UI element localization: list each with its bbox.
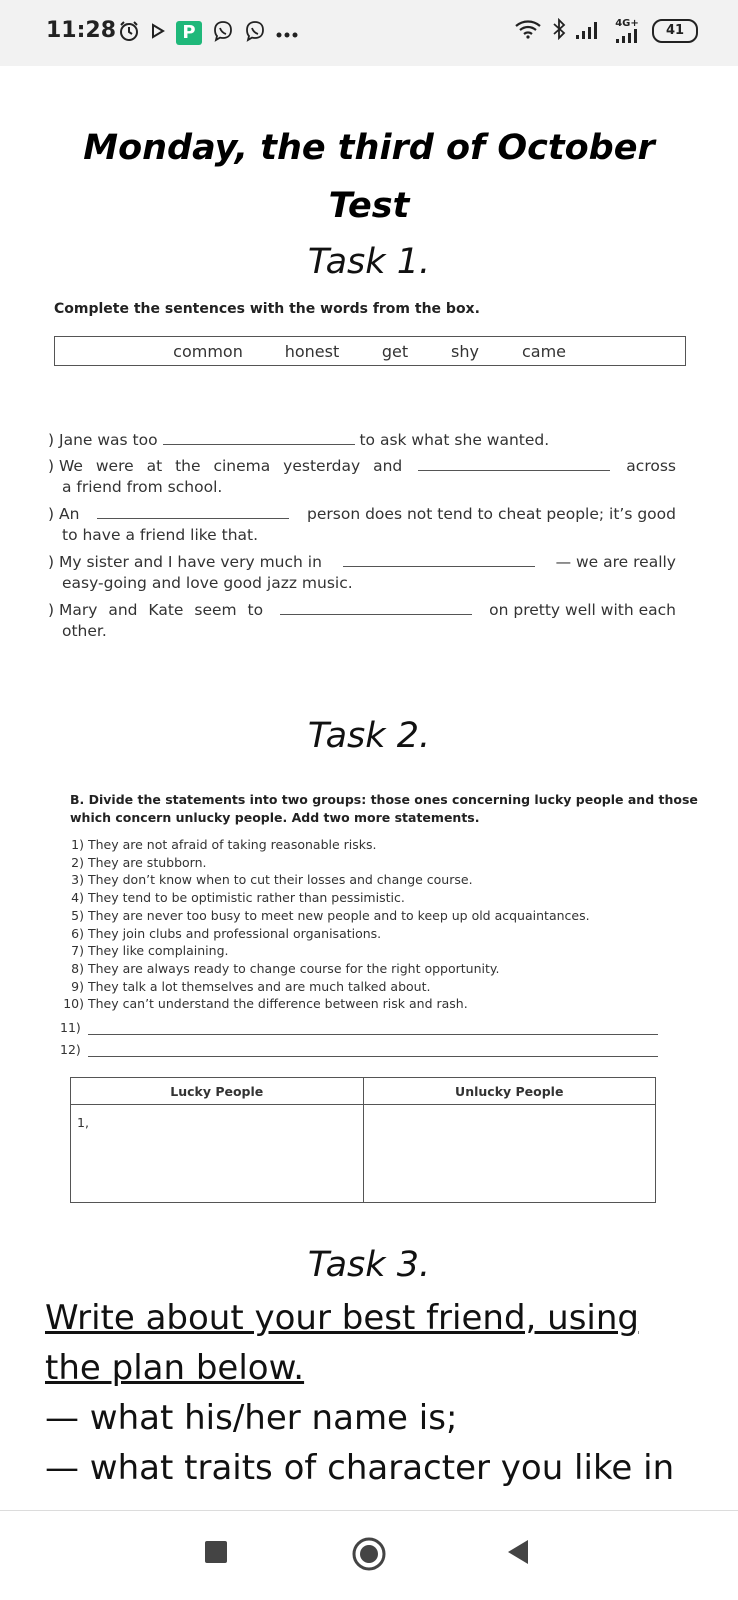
lucky-people-header: Lucky People — [71, 1078, 364, 1105]
lucky-people-cell[interactable]: 1, — [71, 1105, 364, 1203]
sentence-before: My sister and I have very much in — [59, 553, 322, 571]
task3-prompt-line2: the plan below. — [45, 1348, 305, 1388]
answer-blank[interactable] — [418, 456, 610, 471]
answer-blank-line[interactable] — [88, 1034, 658, 1035]
back-triangle-icon — [506, 1539, 530, 1565]
square-icon — [205, 1541, 227, 1563]
status-bar — [0, 0, 738, 66]
sentence-continuation: a friend from school. — [62, 478, 223, 496]
task1-heading: Task 1. — [307, 242, 431, 282]
sentence-before: Jane was too — [59, 431, 158, 449]
clock: 11:28 — [46, 18, 117, 43]
network-type-label: 4G+ — [615, 18, 639, 29]
answer-blank[interactable] — [343, 552, 535, 567]
sentence-after: to ask what she wanted. — [359, 431, 550, 449]
task1-instruction: Complete the sentences with the words from the box. — [54, 301, 480, 317]
sentence-after: on pretty well with each — [489, 601, 676, 619]
signal-4g-icon — [612, 19, 642, 43]
word-box-item: came — [521, 341, 567, 361]
answer-blank[interactable] — [97, 504, 289, 519]
sentence-continuation: easy-going and love good jazz music. — [62, 574, 353, 592]
task3-prompt-line1: Write about your best friend, using — [45, 1298, 639, 1338]
task3-heading: Task 3. — [307, 1245, 431, 1285]
plan-item: — what his/her name is; — [45, 1398, 458, 1438]
recents-button[interactable] — [205, 1541, 227, 1567]
list-item: 4) They tend to be optimistic rather than pessimistic. — [71, 890, 405, 906]
list-item: 6) They join clubs and professional organisations. — [71, 925, 382, 941]
sentence-item — [48, 430, 676, 451]
answer-blank[interactable] — [163, 430, 355, 445]
sentence-after: person does not tend to cheat people; it’s good — [307, 505, 676, 523]
sentence-item — [48, 552, 676, 594]
list-item: 9) They talk a lot themselves and are much talked about. — [71, 978, 431, 994]
bluetooth-icon — [552, 18, 566, 44]
signal-icon — [576, 19, 602, 43]
sentence-before: An — [59, 505, 80, 523]
list-item: 8) They are always ready to change course for the right opportunity. — [71, 960, 500, 976]
sentence-continuation: to have a friend like that. — [62, 526, 259, 544]
blank-item-number: 12) — [60, 1042, 81, 1057]
plan-item: — what traits of character you like in — [45, 1448, 675, 1488]
sentence-item — [48, 600, 676, 642]
sentence-marker: ) — [48, 601, 55, 619]
app-p-icon: P — [176, 21, 202, 45]
sentence-item — [48, 504, 676, 546]
task2-instruction-line1: B. Divide the statements into two groups: those ones concerning lucky people and those — [70, 792, 698, 807]
answer-blank[interactable] — [280, 600, 472, 615]
back-button[interactable] — [506, 1539, 530, 1569]
system-icons — [514, 18, 698, 44]
sentence-marker: ) — [48, 431, 55, 449]
task2-heading: Task 2. — [307, 716, 431, 756]
wifi-icon — [514, 19, 542, 43]
word-box-item: shy — [451, 341, 479, 361]
circle-icon — [352, 1537, 386, 1571]
battery-icon: 41 — [652, 19, 698, 43]
viber-icon — [244, 20, 266, 46]
statements-list — [58, 836, 658, 1013]
list-item: 7) They like complaining. — [71, 943, 229, 959]
word-box-item: common — [173, 341, 243, 361]
sentence-item — [48, 456, 676, 498]
sentence-continuation: other. — [62, 622, 107, 640]
sentence-marker: ) — [48, 553, 55, 571]
sentence-after: across — [626, 457, 676, 475]
play-icon — [150, 23, 166, 43]
list-item: 10) They can’t understand the difference between risk and rash. — [63, 996, 468, 1012]
sentence-marker: ) — [48, 457, 55, 475]
notification-icons — [118, 20, 298, 46]
blank-item-number: 11) — [60, 1020, 81, 1035]
date-title: Monday, the third of October — [83, 128, 655, 168]
sentence-marker: ) — [48, 505, 55, 523]
list-item: 3) They don’t know when to cut their losses and change course. — [71, 872, 473, 888]
alarm-icon — [118, 20, 140, 46]
task2-instruction-line2: which concern unlucky people. Add two more statements. — [70, 810, 480, 825]
unlucky-people-header: Unlucky People — [363, 1078, 656, 1105]
list-item: 5) They are never too busy to meet new people and to keep up old acquaintances. — [71, 907, 590, 923]
word-box-item: honest — [284, 341, 340, 361]
lucky-unlucky-table — [70, 1077, 656, 1203]
sentence-before: Mary and Kate seem to — [59, 601, 264, 619]
test-title: Test — [328, 186, 410, 226]
word-box-item: get — [381, 341, 409, 361]
more-dots-icon — [276, 24, 298, 43]
unlucky-people-cell[interactable] — [363, 1105, 656, 1203]
sentence-after: — we are really — [555, 553, 676, 571]
viber-icon — [212, 20, 234, 46]
navigation-bar — [0, 1510, 738, 1600]
list-item: 2) They are stubborn. — [71, 854, 207, 870]
list-item: 1) They are not afraid of taking reasonable risks. — [71, 837, 377, 852]
answer-blank-line[interactable] — [88, 1056, 658, 1057]
word-box — [54, 336, 686, 366]
home-button[interactable] — [352, 1537, 386, 1575]
sentence-before: We were at the cinema yesterday and — [59, 457, 403, 475]
